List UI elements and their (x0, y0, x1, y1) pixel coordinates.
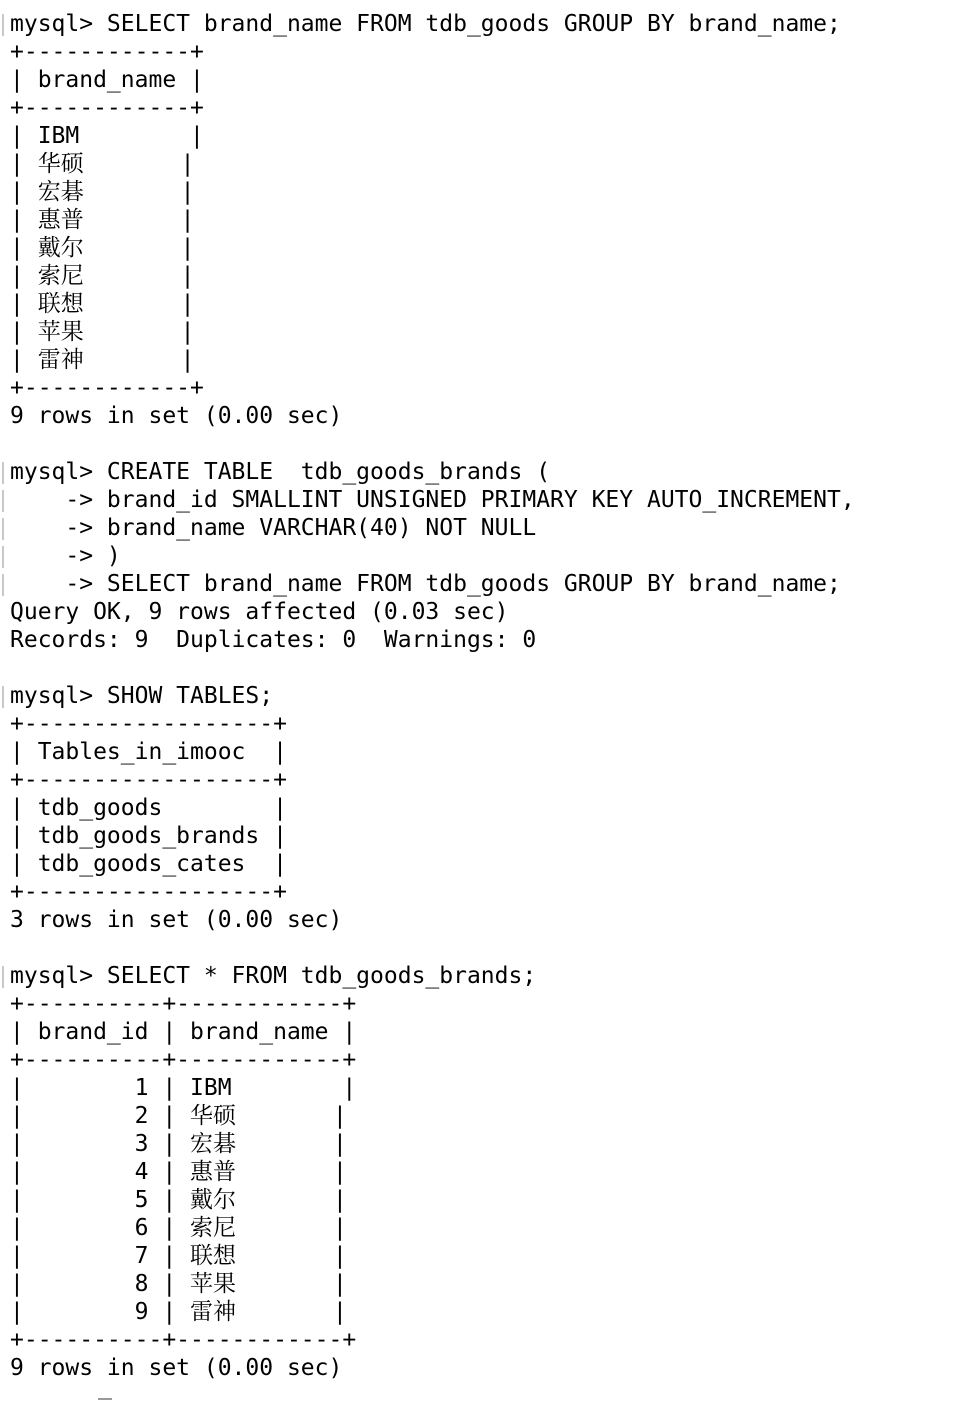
terminal-line (10, 290, 950, 318)
terminal-line-text: | IBM | (10, 123, 204, 149)
command-mark (2, 966, 4, 988)
terminal-line-text: | 戴尔 | (10, 235, 195, 261)
terminal-line-text: -> SELECT brand_name FROM tdb_goods GROUP BY brand_name; (10, 571, 841, 597)
terminal-line (10, 822, 950, 850)
terminal-line-text: | 索尼 | (10, 263, 195, 289)
terminal-line-text: Query OK, 9 rows affected (0.03 sec) (10, 599, 509, 625)
terminal-line-text: | brand_name | (10, 67, 204, 93)
terminal-line-text: Records: 9 Duplicates: 0 Warnings: 0 (10, 627, 537, 653)
terminal-line (10, 570, 950, 598)
terminal-line (10, 486, 950, 514)
terminal-line (10, 402, 950, 430)
terminal-line (10, 262, 950, 290)
terminal-line (10, 1018, 950, 1046)
terminal-line (10, 1214, 950, 1242)
terminal-line-text: | tdb_goods_cates | (10, 851, 287, 877)
command-mark (2, 574, 4, 596)
terminal-line-text: +------------+ (10, 375, 204, 401)
terminal-line (10, 542, 950, 570)
terminal-line (10, 150, 950, 178)
terminal-line-text: -> brand_name VARCHAR(40) NOT NULL (10, 515, 537, 541)
terminal-line (10, 710, 950, 738)
terminal-output[interactable] (10, 10, 950, 1382)
terminal-line (10, 1326, 950, 1354)
command-mark (2, 546, 4, 568)
terminal-line (10, 458, 950, 486)
terminal-line (10, 430, 950, 458)
terminal-line (10, 178, 950, 206)
terminal-line-text: | 宏碁 | (10, 179, 195, 205)
terminal-line-text: +----------+------------+ (10, 1327, 357, 1353)
terminal-line (10, 94, 950, 122)
terminal-line-text: | 苹果 | (10, 319, 195, 345)
terminal-line (10, 10, 950, 38)
terminal-line-text: | tdb_goods_brands | (10, 823, 287, 849)
terminal-line-text: | 6 | 索尼 | (10, 1215, 347, 1241)
terminal-line (10, 682, 950, 710)
terminal-line (10, 598, 950, 626)
terminal-line (10, 38, 950, 66)
terminal-line (10, 1102, 950, 1130)
terminal-line-text: | tdb_goods | (10, 795, 287, 821)
terminal-line-text: 3 rows in set (0.00 sec) (10, 907, 343, 933)
terminal-line (10, 878, 950, 906)
terminal-line (10, 1074, 950, 1102)
terminal-line-text: +----------+------------+ (10, 991, 357, 1017)
terminal-line-text: | 5 | 戴尔 | (10, 1187, 347, 1213)
terminal-line (10, 794, 950, 822)
terminal-line-text: +------------+ (10, 95, 204, 121)
terminal-line (10, 346, 950, 374)
terminal-line-text: +------------------+ (10, 879, 287, 905)
terminal-line (10, 1130, 950, 1158)
terminal-line-text: +------------------+ (10, 711, 287, 737)
terminal-line-text: -> ) (10, 543, 121, 569)
terminal-line (10, 1242, 950, 1270)
terminal-line (10, 934, 950, 962)
terminal-line (10, 850, 950, 878)
command-mark (2, 490, 4, 512)
terminal-line (10, 766, 950, 794)
terminal-line-text: | Tables_in_imooc | (10, 739, 287, 765)
terminal-line (10, 1046, 950, 1074)
terminal-line-text: -> brand_id SMALLINT UNSIGNED PRIMARY KEY AUTO_INCREMENT, (10, 487, 855, 513)
terminal-line (10, 1354, 950, 1382)
terminal-line-text: mysql> SHOW TABLES; (10, 683, 274, 709)
terminal-line-text: | 1 | IBM | (10, 1075, 357, 1101)
terminal-line-text: mysql> SELECT brand_name FROM tdb_goods GROUP BY brand_name; (10, 11, 841, 37)
terminal-line-text: | 惠普 | (10, 207, 195, 233)
terminal-line (10, 1270, 950, 1298)
terminal-line-text: +------------------+ (10, 767, 287, 793)
terminal-line-text: 9 rows in set (0.00 sec) (10, 403, 343, 429)
terminal-line (10, 206, 950, 234)
terminal-line (10, 66, 950, 94)
terminal-line (10, 738, 950, 766)
terminal-line (10, 1158, 950, 1186)
command-mark (2, 462, 4, 484)
terminal-line (10, 122, 950, 150)
text-cursor (98, 1398, 112, 1400)
terminal-line-text: | 9 | 雷神 | (10, 1299, 347, 1325)
terminal-line (10, 654, 950, 682)
terminal-line-text: | 2 | 华硕 | (10, 1103, 347, 1129)
terminal-line (10, 626, 950, 654)
terminal-line (10, 318, 950, 346)
terminal-line-text: +------------+ (10, 39, 204, 65)
terminal-line-text: | brand_id | brand_name | (10, 1019, 357, 1045)
terminal-line-text: | 7 | 联想 | (10, 1243, 347, 1269)
terminal-line (10, 514, 950, 542)
terminal-line (10, 1298, 950, 1326)
command-mark (2, 14, 4, 36)
terminal-line-text: | 华硕 | (10, 151, 195, 177)
terminal-line-text: 9 rows in set (0.00 sec) (10, 1355, 343, 1381)
terminal-line-text: +----------+------------+ (10, 1047, 357, 1073)
terminal-line-text: mysql> SELECT * FROM tdb_goods_brands; (10, 963, 537, 989)
terminal-line (10, 1186, 950, 1214)
terminal-line-text: | 3 | 宏碁 | (10, 1131, 347, 1157)
terminal-line (10, 990, 950, 1018)
terminal-line-text: | 雷神 | (10, 347, 195, 373)
terminal-line-text: | 联想 | (10, 291, 195, 317)
terminal-line-text: | 8 | 苹果 | (10, 1271, 347, 1297)
terminal-line (10, 962, 950, 990)
terminal-line (10, 906, 950, 934)
command-mark (2, 686, 4, 708)
terminal-line (10, 374, 950, 402)
terminal-line-text: | 4 | 惠普 | (10, 1159, 347, 1185)
terminal-line (10, 234, 950, 262)
command-mark (2, 518, 4, 540)
terminal-line-text: mysql> CREATE TABLE tdb_goods_brands ( (10, 459, 551, 485)
